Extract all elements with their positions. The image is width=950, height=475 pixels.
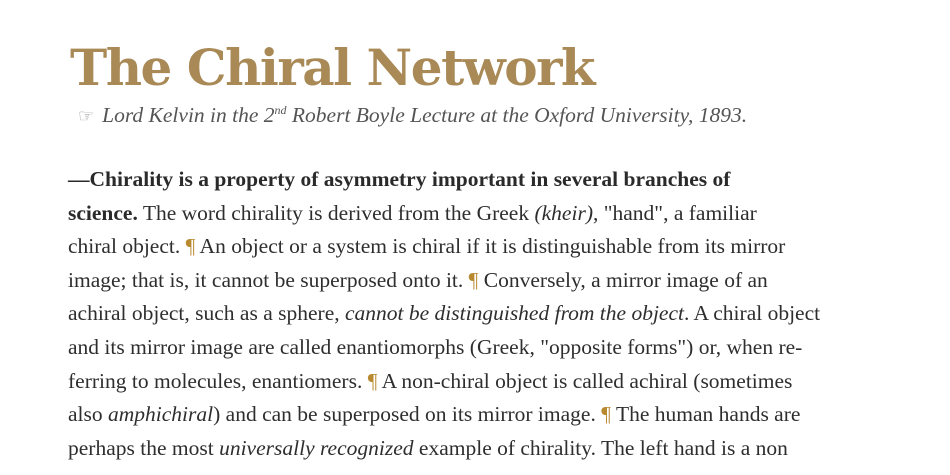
text-run: Conversely, a mirror image of an bbox=[478, 267, 768, 292]
paragraph-line bbox=[68, 163, 888, 197]
pilcrow-icon: ¶ bbox=[601, 402, 611, 427]
paragraph-line bbox=[68, 264, 888, 298]
lead-sentence: —Chirality is a property of asymmetry important in several branches of bbox=[68, 167, 731, 191]
attribution-text-start: Lord Kelvin in the 2 bbox=[102, 103, 275, 127]
text-run: . A chiral object bbox=[683, 301, 821, 326]
pilcrow-icon: ¶ bbox=[367, 368, 378, 393]
pointing-hand-icon: ☞ bbox=[78, 106, 95, 126]
paragraph-line bbox=[68, 197, 888, 231]
italic-text: (kheir) bbox=[534, 200, 593, 225]
text-run: , "hand", a familiar bbox=[592, 200, 757, 225]
text-run: ) and can be superposed on its mirror image. bbox=[213, 402, 602, 427]
text-run: and its mirror image are called enantiomorphs (Greek, "opposite forms") or, when re- bbox=[68, 334, 803, 359]
text-run: also bbox=[68, 402, 109, 427]
page-title: The Chiral Network bbox=[70, 38, 595, 97]
text-run: example of chirality. The left hand is a non bbox=[413, 435, 788, 460]
italic-text: cannot be distinguished from the object bbox=[345, 301, 684, 326]
body-paragraph bbox=[68, 163, 888, 465]
text-run: chiral object. bbox=[68, 234, 186, 259]
attribution-superscript: nd bbox=[274, 103, 287, 117]
text-run: ferring to molecules, enantiomers. bbox=[68, 368, 368, 393]
text-run: achiral object, such as a sphere, bbox=[68, 301, 345, 326]
text-run: perhaps the most bbox=[68, 435, 220, 460]
paragraph-line bbox=[68, 331, 888, 365]
paragraph-line bbox=[68, 398, 888, 432]
attribution-text-end: Robert Boyle Lecture at the Oxford University, 1893. bbox=[286, 103, 748, 127]
attribution bbox=[78, 100, 747, 131]
paragraph-line bbox=[68, 230, 888, 264]
lead-sentence: science. bbox=[68, 200, 138, 225]
text-run: image; that is, it cannot be superposed onto it. bbox=[68, 267, 469, 292]
paragraph-line bbox=[68, 432, 888, 466]
paragraph-line bbox=[68, 297, 888, 331]
text-run: The human hands are bbox=[610, 402, 801, 427]
italic-text: universally recognized bbox=[219, 435, 414, 460]
paragraph-line bbox=[68, 365, 888, 399]
text-run: An object or a system is chiral if it is distinguishable from its mirror bbox=[195, 234, 786, 259]
pilcrow-icon: ¶ bbox=[185, 234, 196, 259]
pilcrow-icon: ¶ bbox=[468, 267, 479, 292]
text-run: The word chirality is derived from the Greek bbox=[137, 200, 535, 225]
text-run: A non-chiral object is called achiral (sometimes bbox=[377, 368, 793, 393]
italic-text: amphichiral bbox=[108, 402, 214, 427]
